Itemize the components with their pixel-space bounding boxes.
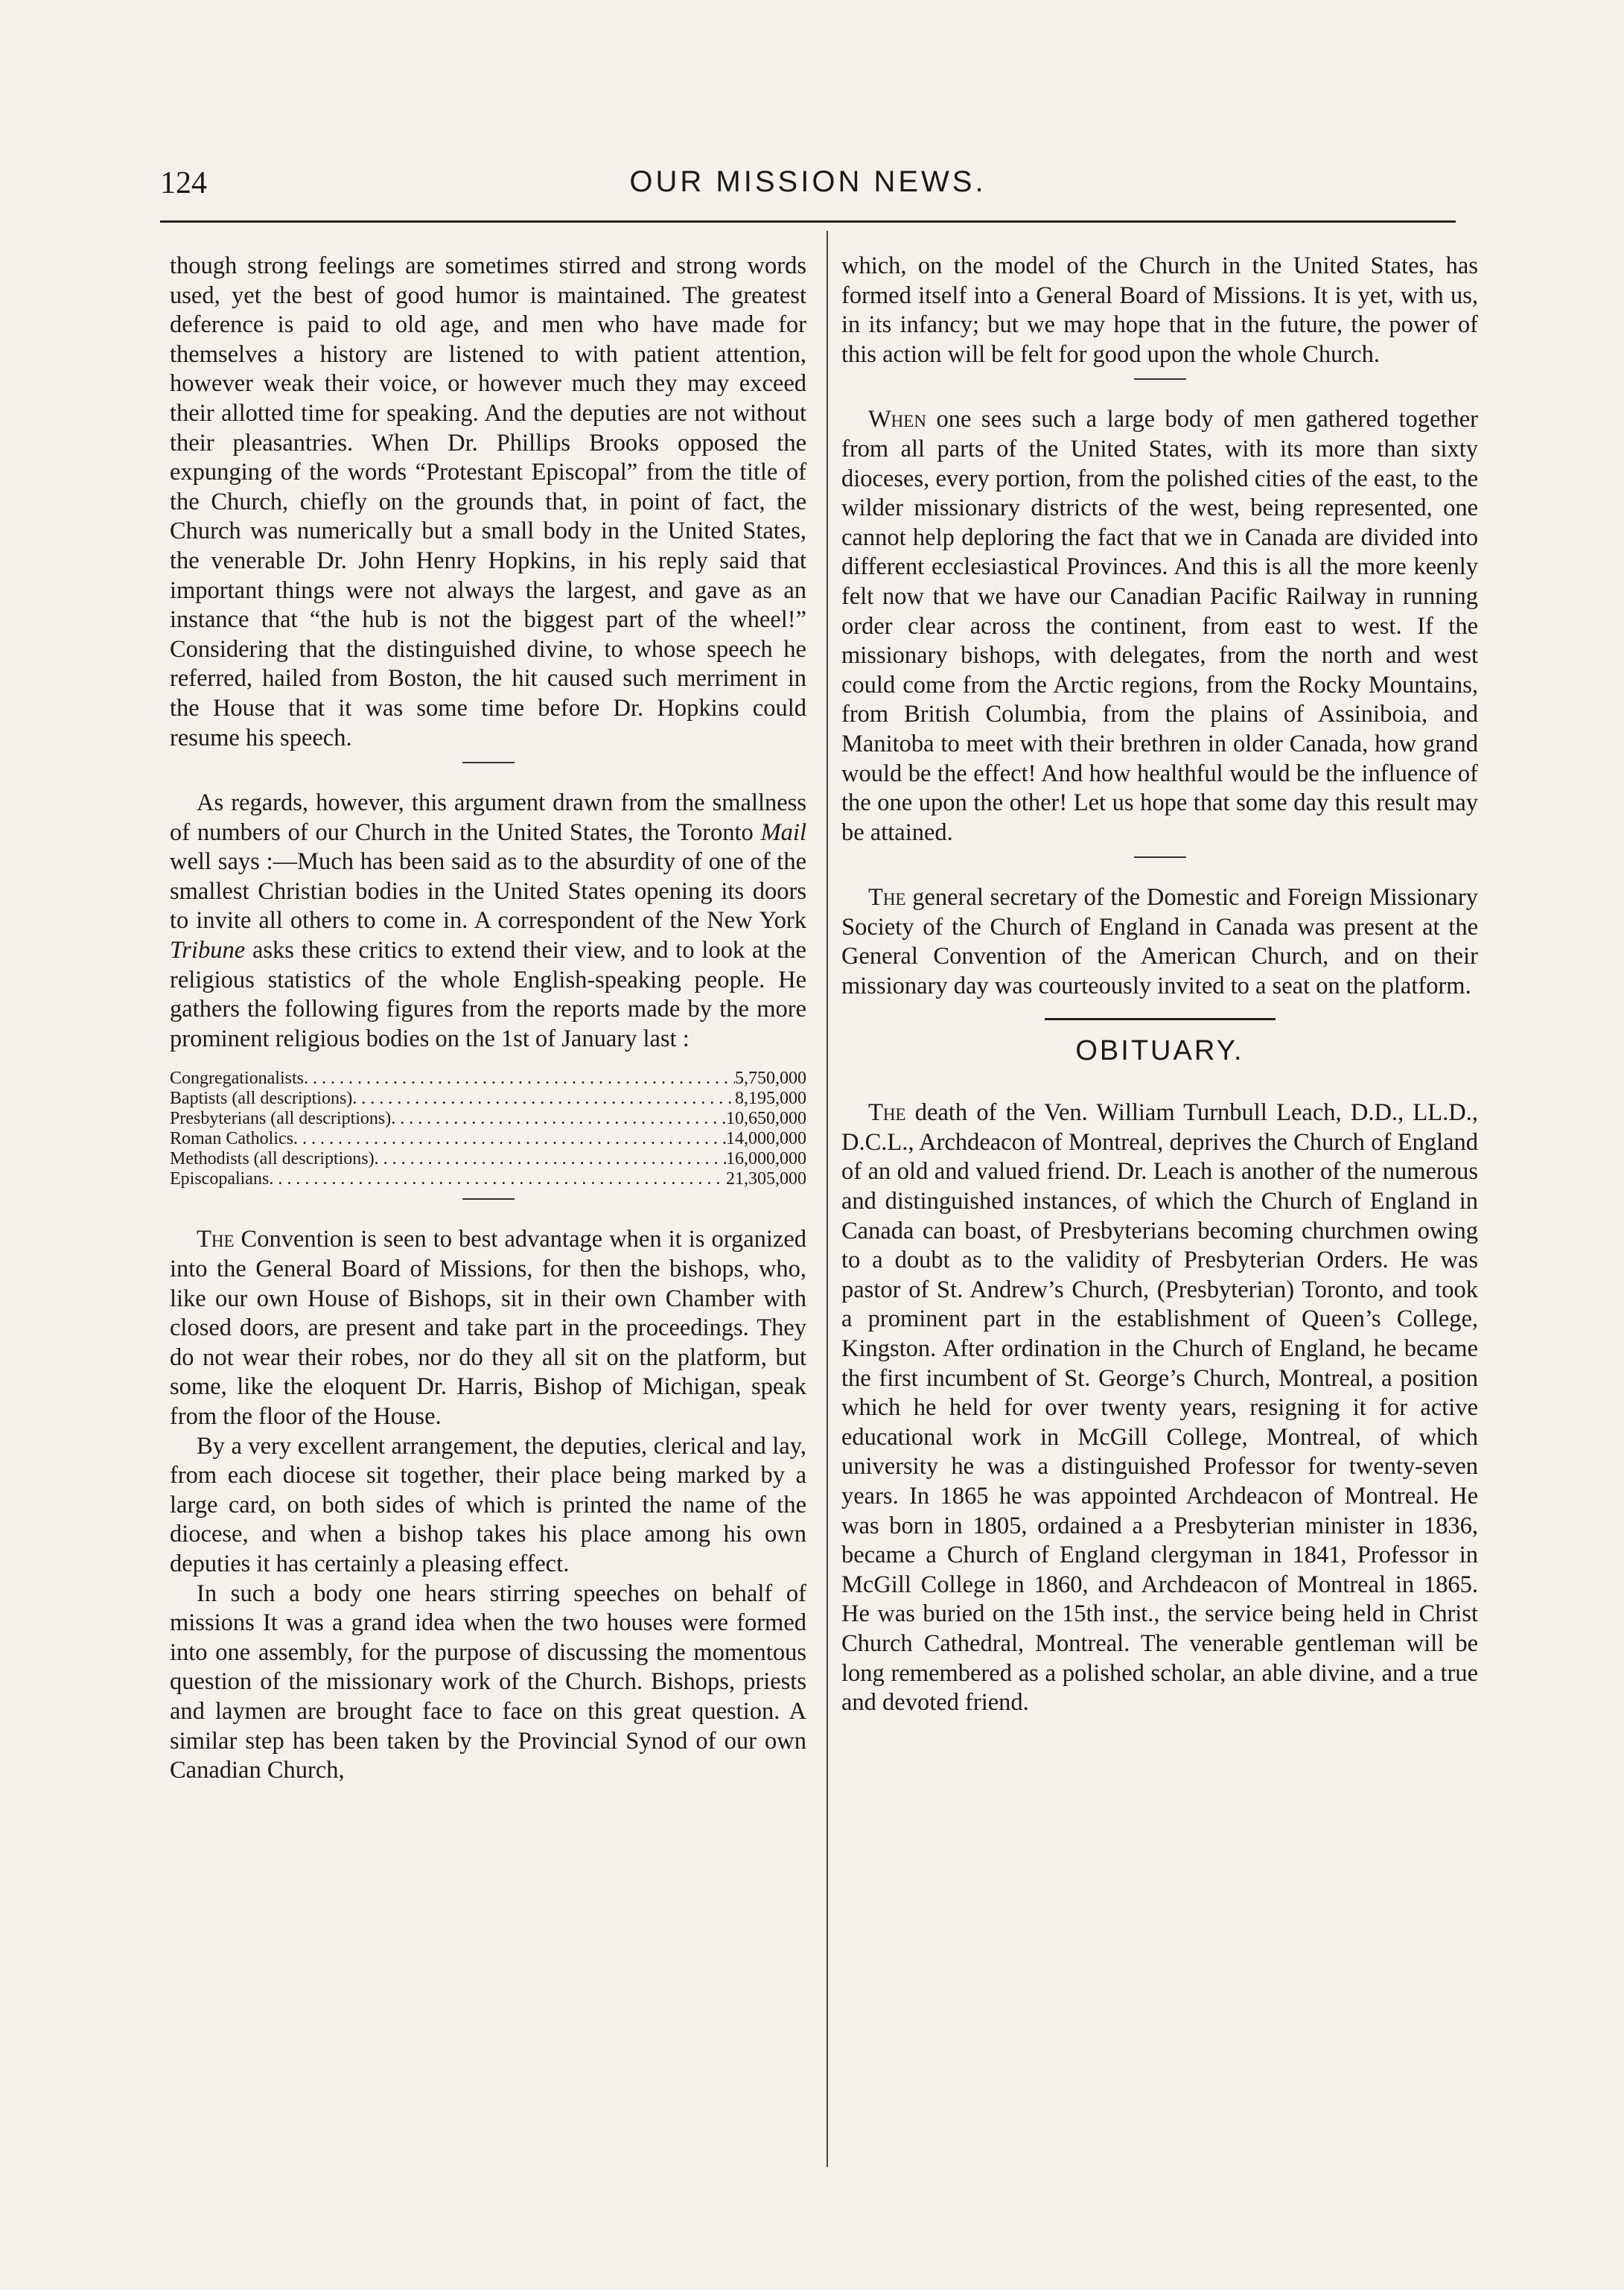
section-separator — [1134, 856, 1186, 858]
stat-row: Baptists (all descriptions) . . . 8,195,000 — [170, 1089, 806, 1109]
paragraph-deputies-arrangement: By a very excellent arrangement, the deputies, clerical and lay, from each diocese sit together, their place being marked by a large card, on both sides of which is printed the name of the diocese, and when a bishop takes his place among his own deputies it has certainly a pleasing effect. — [170, 1432, 806, 1577]
paragraph-general-board: The Convention is seen to best advantage when it is organized into the General Board of Missions, for then the bishops, who, like our own House of Bishops, sit in their own Chamber with closed doors, are present and take part in the proceedings. They do not wear their robes, nor do they all sit on the platform, but some, like the eloquent Dr. Harris, Bishop of Michigan, speak from the floor of the House. — [170, 1226, 806, 1430]
running-title: OUR MISSION NEWS. — [629, 165, 987, 198]
paragraph-united-church: When one sees such a large body of men gathered together from all parts of the United States, with its more than sixty dioceses, every portion, from the polished cities of the east, to the wilder missionary districts of the west, being represented, one cannot help deploring the fact that we in Canada are divided into different ecclesiastical Provinces. And this is all the more keenly felt now that we have our Canadian Pacific Railway in running order clear across the continent, from east to west. If the missionary bishops, with delegates, from the north and west could come from the Arctic regions, from the Rocky Mountains, from British Columbia, from the plains of Assiniboia, and Manitoba to meet with their brethren in older Canada, how grand would be the effect! And how healthful would be the influence of the one upon the other! Let us hope that some day this result may be attained. — [841, 406, 1478, 846]
stat-row: Presbyterians (all descriptions) . . . 10,650,000 — [170, 1109, 806, 1129]
newspaper-name-mail: Mail — [760, 818, 806, 846]
right-column — [841, 252, 1478, 1718]
paragraph-obituary-leach: The death of the Ven. William Turnbull Leach, D.D., LL.D., D.C.L., Archdeacon of Montreal, deprives the Church of England of an old and valued friend. Dr. Leach is another of the numerous and distinguished instances, of which the Church of England in Canada can boast, of Presbyterians becoming churchmen owing to a doubt as to the validity of Presbyterian Orders. He was pastor of St. Andrew’s Church, (Presbyterian) Toronto, and took a prominent part in the establishment of Queen’s College, Kingston. After ordination in the Church of England, he became the first incumbent of St. George’s Church, Montreal, a position which he held for over twenty years, resigning it for active educational work in McGill College, Montreal, of which university he was a distinguished Professor for twenty-seven years. In 1865 he was appointed Archdeacon of Montreal. He was born in 1805, ordained a a Presbyterian minister in 1836, became a Church of England clergyman in 1841, Professor in McGill College in 1860, and Archdeacon of Montreal in 1865. He was buried on the 15th inst., the service being held in Christ Church Cathedral, Montreal. The venerable gentleman will be long remembered as a polished scholar, an able divine, and a true and devoted friend. — [841, 1099, 1478, 1717]
paragraph-debate-pleasantries: though strong feelings are sometimes stirred and strong words used, yet the best of good humor is maintained. The greatest deference is paid to old age, and men who have made for themselves a history are listened to with patient attention, however weak their voice, or however much they may exceed their allotted time for speaking. And the deputies are not without their pleasantries. When Dr. Phillips Brooks opposed the expunging of the words “Protestant Episcopal” from the title of the Church, chiefly on the grounds that, in point of fact, the Church was numerically but a small body in the United States, the venerable Dr. John Henry Hopkins, in his reply said that important things were not always the largest, and gave as an instance that “the hub is not the biggest part of the wheel!” Considering that the distinguished divine, to whose speech he referred, hailed from Boston, the hit caused such merriment in the House that it was some time before Dr. Hopkins could resume his speech. — [170, 252, 806, 751]
left-column — [170, 252, 806, 1786]
paragraph-statistics-intro: As regards, however, this argument drawn from the smallness of numbers of our Church in the United States, the Toronto Mail well says :—Much has been said as to the absurdity of one of the smallest Christian bodies in the United States opening its doors to invite all others to come in. A correspondent of the New York Tribune asks these critics to extend their view, and to look at the religious statistics of the whole English-speaking people. He gathers the following figures from the reports made by the more prominent religious bodies on the 1st of January last : — [170, 789, 806, 1052]
page-number: 124 — [160, 166, 207, 200]
obituary-heading: OBITUARY. — [1075, 1034, 1244, 1066]
stat-row: Episcopalians . . . 21,305,000 — [170, 1169, 806, 1189]
stat-row: Roman Catholics . . . 14,000,000 — [170, 1129, 806, 1149]
running-header — [160, 165, 1456, 210]
section-separator — [462, 762, 515, 763]
section-separator — [462, 1198, 515, 1200]
newspaper-name-tribune: Tribune — [170, 937, 246, 964]
paragraph-missions-speeches: In such a body one hears stirring speeches on behalf of missions It was a grand idea when the two houses were formed into one assembly, for the purpose of discussing the momentous question of the missionary work of the Church. Bishops, priests and laymen are brought face to face on this great question. A similar step has been taken by the Provincial Synod of our own Canadian Church, — [170, 1580, 806, 1784]
stat-row: Congregationalists . . . 5,750,000 — [170, 1069, 806, 1089]
paragraph-general-secretary: The general secretary of the Domestic and Foreign Missionary Society of the Church of England in Canada was present at the General Convention of the American Church, and on their missionary day was courteously invited to a seat on the platform. — [841, 884, 1478, 1000]
stat-row: Methodists (all descriptions) . . . 16,000,000 — [170, 1149, 806, 1169]
section-separator — [1134, 378, 1186, 380]
paragraph-canadian-board: which, on the model of the Church in the United States, has formed itself into a General Board of Missions. It is yet, with us, in its infancy; but we may hope that in the future, the power of this action will be felt for good upon the whole Church. — [841, 252, 1478, 368]
statistics-table — [170, 1069, 806, 1189]
header-rule — [160, 220, 1456, 223]
obituary-rule — [1045, 1018, 1276, 1020]
column-divider — [827, 231, 828, 2167]
